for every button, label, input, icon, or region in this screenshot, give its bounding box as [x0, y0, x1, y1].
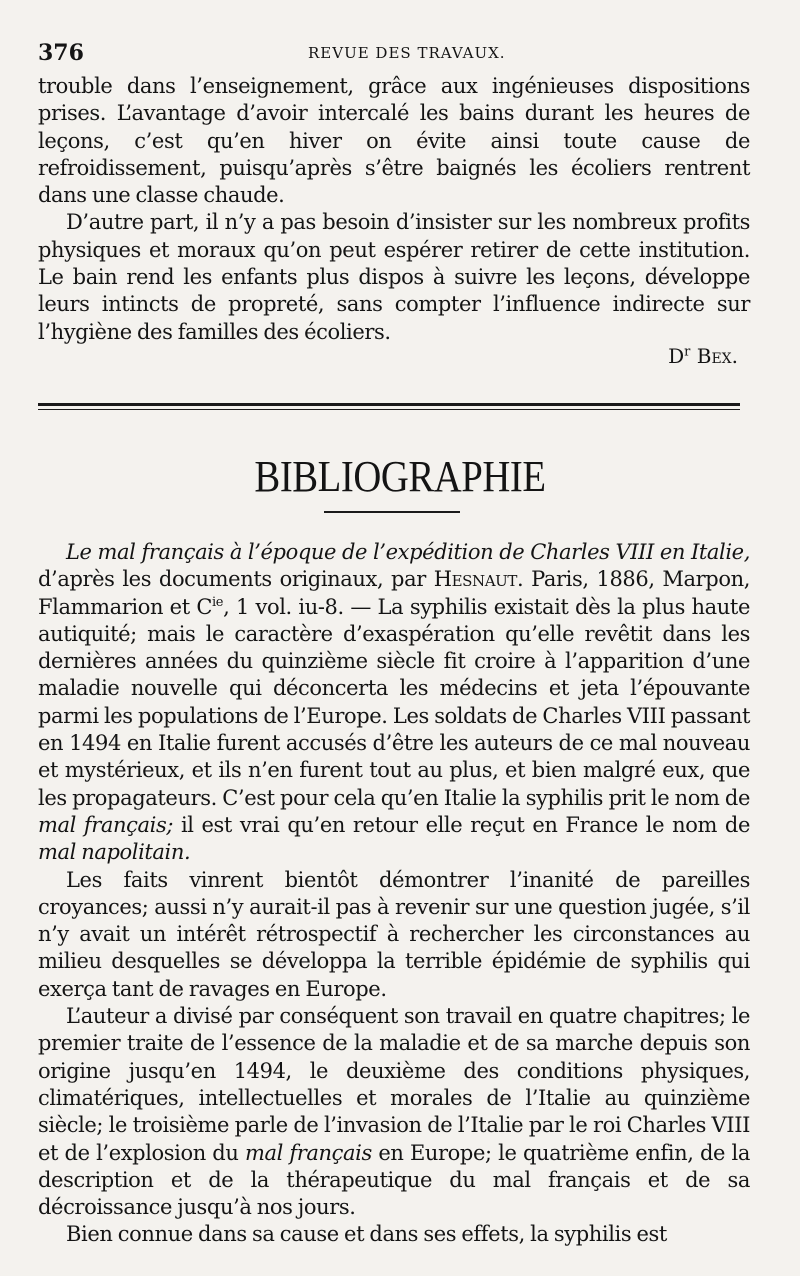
- running-head: [38, 40, 750, 68]
- section-title-underline: [324, 511, 460, 513]
- review-paragraph-1: [38, 539, 750, 867]
- citation-sup: ie: [212, 594, 224, 610]
- bibliography-review: [38, 539, 750, 1249]
- review-paragraph-2: Les faits vinrent bientôt démontrer l’inanité de pareilles croyances; aussi n’y aurait-il pas à revenir sur une question jugée, s’il n’y avait un intérêt rétrospectif à rechercher les circonstances au milieu desquelles se développa la terrible épidémie de syphilis qui exerça tant de ravages en Europe.: [38, 867, 750, 1001]
- running-title: REVUE DES TRAVAUX.: [308, 44, 506, 62]
- term-mal-francais-2: mal français: [244, 1140, 372, 1165]
- article-conclusion: [38, 73, 750, 346]
- citation-text-a: d’après les documents originaux, par: [38, 567, 434, 592]
- article-paragraph-1: trouble dans l’enseignement, grâce aux ingénieuses dispositions prises. L’avantage d’avoir intercalé les bains durant les heures de leçons, c’est qu’en hiver on évite ainsi toute cause de refroidissement, puisqu’après s’être baignés les écoliers rentrent dans une classe chaude.: [38, 74, 750, 208]
- article-paragraph-2: D’autre part, il n’y a pas besoin d’insister sur les nombreux profits physiques et moraux qu’on peut espérer retirer de cette institution. Le bain rend les enfants plus dispos à suivre les leçons, développe leurs intincts de propreté, sans compter l’influence indirecte sur l’hygiène des familles des écoliers.: [38, 210, 750, 344]
- section-divider-thick: [38, 403, 740, 406]
- citation-text-d: il est vrai qu’en retour elle reçut en France le nom de: [173, 812, 750, 837]
- page-number: 376: [38, 40, 84, 66]
- review-paragraph-3-a: L’auteur a divisé par conséquent son travail en quatre chapitres; le premier traite de l’essence de la maladie et de sa marche depuis son origine jusqu’en 1494, le deuxième des conditions physiques, climatériques, intellectuelles et morales de l’Italie au quinzième siècle; le troisième parle de l’invasion de l’Italie par le roi Charles VIII et de l’explosion du: [38, 1004, 750, 1165]
- author-signature: [668, 344, 738, 368]
- review-paragraph-3: [38, 1003, 750, 1221]
- section-title: BIBLIOGRAPHIE: [254, 452, 546, 501]
- citation-text-b: Paris, 1886, Marpon, Flammarion et C: [38, 567, 750, 619]
- term-mal-napolitain: mal napolitain.: [38, 840, 191, 865]
- review-paragraph-4: Bien connue dans sa cause et dans ses effets, la syphilis est: [66, 1222, 667, 1247]
- signature-title: D: [668, 344, 685, 368]
- section-divider-thin: [38, 409, 740, 410]
- term-mal-francais: mal français;: [38, 812, 173, 837]
- reviewed-author: Hesnaut.: [433, 567, 524, 592]
- signature-title-sup: r: [684, 344, 691, 360]
- reviewed-work-title: Le mal français à l’époque de l’expédition de Charles VIII en Italie,: [66, 540, 750, 564]
- signature-name: Bex.: [696, 344, 738, 368]
- review-paragraph-3-b: en Europe; le quatrième enfin, de la description et de la thérapeutique du mal français et de sa décroissance jusqu’à nos jours.: [38, 1140, 750, 1220]
- citation-text-c: , 1 vol. iu-8. — La syphilis existait dès la plus haute autiquité; mais le caractère d’exaspération qu’elle revêtit dans les dernières années du quinzième siècle fit croire à l’apparition d’une maladie nouvelle qui déconcerta les médecins et jeta l’épouvante parmi les populations de l’Europe. Les soldats de Charles VIII passant en 1494 en Italie furent accusés d’être les auteurs de ce mal nouveau et mystérieux, et ils n’en furent tout au plus, et bien malgré eux, que les propagateurs. C’est pour cela qu’en Italie la syphilis prit le nom de: [38, 594, 750, 810]
